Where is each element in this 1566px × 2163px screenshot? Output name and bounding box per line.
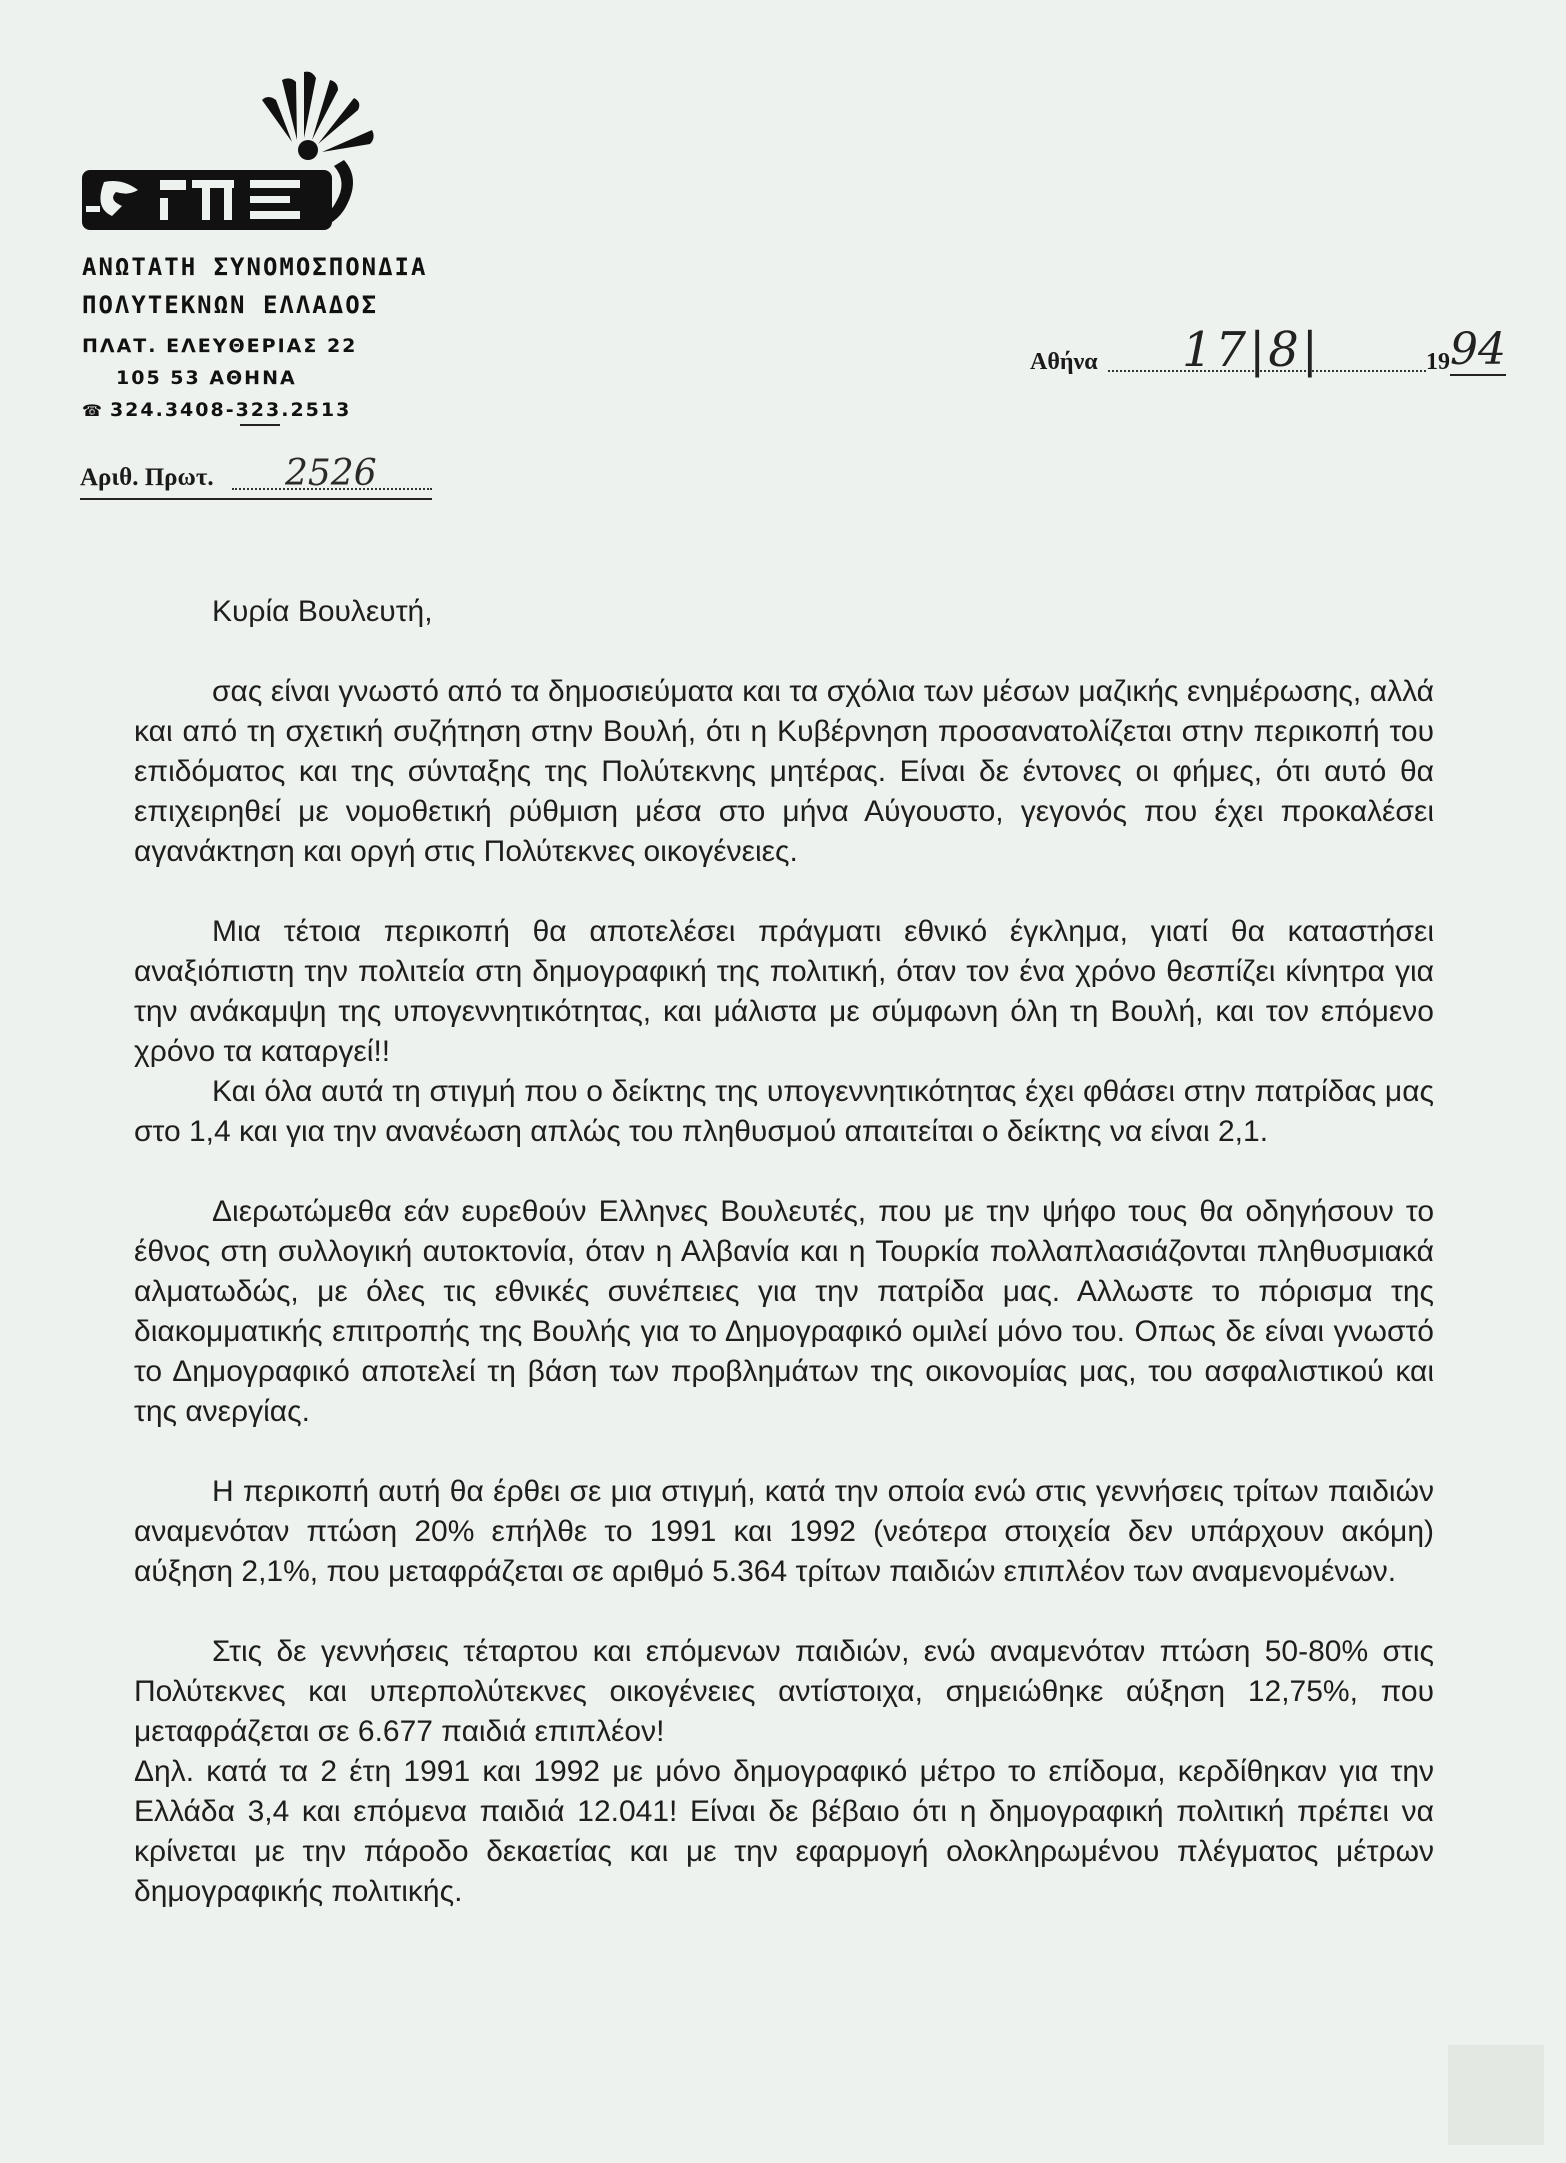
org-line-1: ΑΝΩΤΑΤΗ ΣΥΝΟΜΟΣΠΟΝΔΙΑ — [82, 253, 428, 281]
year-prefix: 19 — [1426, 349, 1450, 375]
paragraph-4: Διερωτώμεθα εάν ευρεθούν Ελληνες Βουλευτές, που με την ψήφο τους θα οδηγήσουν το έθνος στη συλλογική αυτοκτονία, όταν η Αλβανία και η Τουρκία πολλαπλασιάζονται πληθυσμιακά αλματωδώς, με όλες τις εθνικές συνέπειες για την πατρίδα μας. Αλλωστε το πόρισμα της διακομματικής επιτροπής της Βουλής για το Δημογραφικό ομιλεί μόνο του. Οπως δε είναι γνωστό το Δημογραφικό αποτελεί τη βάση των προβλημάτων της οικονομίας μας, του ασφαλιστικού και της ανεργίας. — [134, 1195, 1434, 1428]
address-city: 105 53 ΑΘΗΝΑ — [116, 367, 297, 389]
paragraph-1: σας είναι γνωστό από τα δημοσιεύματα και τα σχόλια των μέσων μαζικής ενημέρωσης, αλλά και από τη σχετική συζήτηση στην Βουλή, ότι η Κυβέρνηση προσανατολίζεται στην περικοπή του επιδόματος και της σύνταξης της Πολύτεκνης μητέρας. Είναι δε έντονες οι φήμες, ότι αυτό θα επιχειρηθεί με νομοθετική ρύθμιση μέσα στο μήνα Αύγουστο, γεγονός που έχει προκαλέσει αγανάκτηση και οργή στις Πολύτεκνες οικογένειες. — [134, 675, 1434, 868]
letter-body — [134, 592, 1434, 1952]
organization-logo — [82, 70, 407, 245]
scan-stamp-mark — [1448, 2045, 1544, 2145]
paragraph-3: Και όλα αυτά τη στιγμή που ο δείκτης της υπογεννητικότητας έχει φθάσει στην πατρίδας μας στο 1,4 και για την ανανέωση απλώς του πληθυσμού απαιτείται ο δείκτης να είναι 2,1. — [134, 1075, 1434, 1148]
paragraph-6: Στις δε γεννήσεις τέταρτου και επόμενων παιδιών, ενώ αναμενόταν πτώση 50-80% στις Πολύτεκνες και υπερπολύτεκνες οικογένειες αντίστοιχα, σημειώθηκε αύξηση 12,75%, που μεταφράζεται σε 6.677 παιδιά επιπλέον! — [134, 1635, 1434, 1748]
protocol-label: Αριθ. Πρωτ. — [80, 464, 214, 491]
org-line-2: ΠΟΛΥΤΕΚΝΩΝ ΕΛΛΑΔΟΣ — [82, 291, 379, 319]
protocol-number-field — [80, 452, 432, 500]
telephone-icon: ☎ — [82, 401, 104, 420]
paragraph-2: Μια τέτοια περικοπή θα αποτελέσει πράγματι εθνικό έγκλημα, γιατί θα καταστήσει αναξιόπιστη την πολιτεία στη δημογραφική της πολιτική, όταν τον ένα χρόνο θεσπίζει κίνητρα για την ανάκαμψη της υπογεννητικότητας, και μάλιστα με σύμφωνη όλη τη Βουλή, και τον επόμενο χρόνο τα καταργεί!! — [134, 915, 1434, 1068]
organization-address — [82, 330, 357, 427]
salutation: Κυρία Βουλευτή, — [212, 595, 433, 628]
address-phone — [82, 394, 357, 427]
dateline-city: Αθήνα — [1030, 349, 1098, 375]
organization-name — [82, 248, 427, 324]
address-street: ΠΛΑΤ. ΕΛΕΥΘΕΡΙΑΣ 22 — [82, 335, 358, 357]
paragraph-5: Η περικοπή αυτή θα έρθει σε μια στιγμή, κατά την οποία ενώ στις γεννήσεις τρίτων παιδιών αναμενόταν πτώση 20% επήλθε το 1991 και 1992 (νεότερα στοιχεία δεν υπάρχουν ακόμη) αύξηση 2,1%, που μεταφράζεται σε αριθμό 5.364 τρίτων παιδιών επιπλέον των αναμενομένων. — [134, 1475, 1434, 1588]
date-handwritten: 17|8| — [1182, 322, 1321, 378]
phone-number: 324.3408-323.2513 — [109, 399, 352, 421]
protocol-number-handwritten: 2526 — [285, 453, 377, 494]
dateline — [1030, 320, 1506, 380]
logo-text: ΑΣΠΕ — [82, 70, 85, 71]
paragraph-7: Δηλ. κατά τα 2 έτη 1991 και 1992 με μόνο δημογραφικό μέτρο το επίδομα, κερδίθηκαν για την Ελλάδα 3,4 και επόμενα παιδιά 12.041! Είναι δε βέβαιο ότι η δημογραφική πολιτική πρέπει να κρίνεται με την πάροδο δεκαετίας και με την εφαρμογή ολοκληρωμένου πλέγματος μέτρων δημογραφικής πολιτικής. — [134, 1755, 1434, 1908]
divider — [240, 424, 280, 426]
year-handwritten: 94 — [1450, 324, 1506, 375]
